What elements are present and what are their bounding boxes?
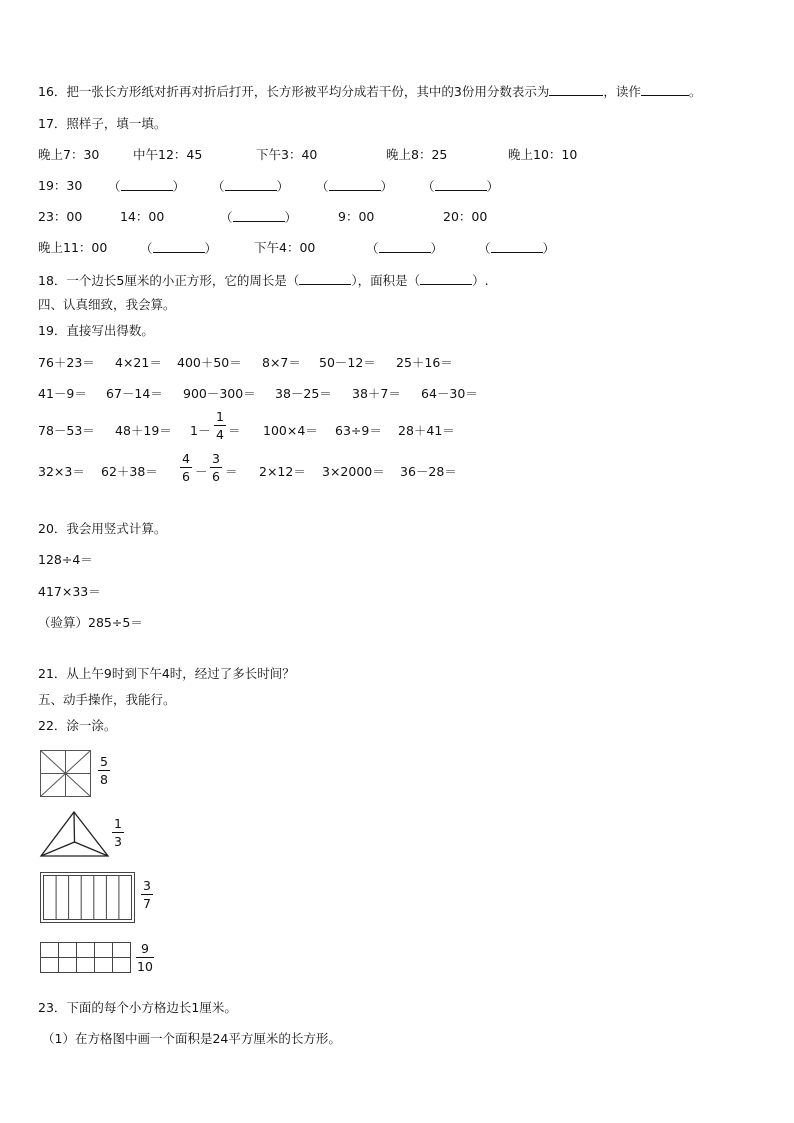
math-item: ＝: [228, 423, 241, 438]
math-item: 3×2000＝: [322, 464, 385, 479]
math-item: 25＋16＝: [396, 355, 453, 370]
math-item: 28＋41＝: [398, 423, 455, 438]
q20-line: （验算）285÷5＝: [38, 615, 143, 630]
q17-time: 晚上10：10: [508, 147, 578, 162]
q16-blank-read[interactable]: [641, 95, 689, 96]
q17-time: 9：00: [338, 209, 375, 224]
fraction-denominator: 7: [143, 896, 151, 911]
math-item: 62＋38＝: [101, 464, 158, 479]
q17-time: 23：00: [38, 209, 83, 224]
fraction: [112, 816, 124, 849]
math-item: 2×12＝: [259, 464, 306, 479]
fraction-bar: [210, 467, 222, 468]
q17-answer-blank[interactable]: （ ）: [212, 179, 290, 194]
q17-time: 晚上11：00: [38, 240, 108, 255]
q17-answer-blank[interactable]: （ ）: [316, 179, 394, 194]
q19-title: 19．直接写出得数。: [38, 323, 154, 338]
math-item: 8×7＝: [262, 355, 301, 370]
q16-blank-fraction[interactable]: [549, 95, 603, 96]
fraction-numerator: 3: [212, 451, 220, 466]
math-item: 78－53＝: [38, 423, 95, 438]
fraction-numerator: 1: [114, 816, 122, 831]
question-16: [38, 84, 701, 100]
q18-mid: ），面积是（: [351, 273, 421, 288]
q18-blank-area[interactable]: [420, 272, 472, 285]
q18-text: 18．一个边长5厘米的小正方形，它的周长是（: [38, 273, 300, 288]
fraction-denominator: 10: [137, 959, 153, 974]
q17-answer-blank[interactable]: （ ）: [140, 241, 218, 256]
math-item: ＝: [225, 464, 238, 479]
fraction-bar: [141, 894, 153, 895]
fraction-bar: [180, 467, 192, 468]
math-item: －: [195, 464, 208, 479]
math-item: 38＋7＝: [352, 386, 401, 401]
q22-title: 22．涂一涂。: [38, 718, 117, 733]
fraction: [98, 754, 110, 787]
q16-end: 。: [688, 84, 702, 99]
q20-line: 417×33＝: [38, 584, 101, 599]
math-item: 67－14＝: [106, 386, 163, 401]
section-four-heading: 四、认真细致，我会算。: [38, 297, 176, 312]
q17-time: 19：30: [38, 178, 83, 193]
math-item: 41－9＝: [38, 386, 87, 401]
fraction-numerator: 9: [141, 941, 149, 956]
triangle-shape[interactable]: [40, 811, 110, 859]
fraction-bar: [112, 832, 124, 833]
q17-answer-blank[interactable]: （ ）: [108, 179, 186, 194]
math-item: 64－30＝: [421, 386, 478, 401]
q17-time: 晚上7：30: [38, 147, 100, 162]
fraction-denominator: 4: [216, 427, 224, 442]
fraction: [210, 451, 222, 484]
question-18: [38, 272, 489, 289]
q20-title: 20．我会用竖式计算。: [38, 521, 167, 536]
fraction: [180, 451, 192, 484]
q17-answer-blank[interactable]: （ ）: [422, 179, 500, 194]
q17-answer-blank[interactable]: （ ）: [478, 241, 556, 256]
q17-answer-blank[interactable]: （ ）: [366, 241, 444, 256]
q20-line: 128÷4＝: [38, 552, 93, 567]
fraction-bar: [98, 770, 110, 771]
q16-mid: ，读作: [603, 84, 641, 99]
math-item: 36－28＝: [400, 464, 457, 479]
q17-time: 中午12：45: [133, 147, 203, 162]
q17-time: 14：00: [120, 209, 165, 224]
q17-time: 下午3：40: [256, 147, 318, 162]
math-item: 38－25＝: [275, 386, 332, 401]
fraction-numerator: 4: [182, 451, 190, 466]
math-item: 100×4＝: [263, 423, 318, 438]
fraction-denominator: 8: [100, 772, 108, 787]
fraction-bar: [214, 425, 226, 426]
fraction: [214, 409, 226, 442]
fraction-denominator: 6: [212, 469, 220, 484]
q18-blank-perimeter[interactable]: [299, 272, 351, 285]
math-item: 900－300＝: [183, 386, 256, 401]
q23-title: 23．下面的每个小方格边长1厘米。: [38, 1000, 237, 1015]
seven-column-rectangle-shape[interactable]: [40, 872, 136, 924]
fraction-numerator: 5: [100, 754, 108, 769]
q18-end: ）.: [472, 273, 489, 288]
q17-time: 20：00: [443, 209, 488, 224]
fraction: [136, 941, 154, 974]
math-item: 76＋23＝: [38, 355, 95, 370]
octant-square-shape[interactable]: [40, 750, 92, 798]
q17-time: 下午4：00: [254, 240, 316, 255]
q17-title: 17．照样子，填一填。: [38, 116, 167, 131]
math-item: 400＋50＝: [177, 355, 242, 370]
q17-time: 晚上8：25: [386, 147, 448, 162]
q21-text: 21．从上午9时到下午4时，经过了多长时间？: [38, 666, 295, 681]
q17-answer-blank[interactable]: （ ）: [220, 210, 298, 225]
math-item: 48＋19＝: [115, 423, 172, 438]
ten-cell-grid-shape[interactable]: [40, 942, 132, 974]
math-item: 1－: [190, 423, 211, 438]
math-item: 63÷9＝: [335, 423, 382, 438]
math-item: 32×3＝: [38, 464, 85, 479]
fraction-denominator: 6: [182, 469, 190, 484]
fraction: [141, 878, 153, 911]
fraction-numerator: 1: [216, 409, 224, 424]
fraction-numerator: 3: [143, 878, 151, 893]
fraction-denominator: 3: [114, 834, 122, 849]
math-item: 4×21＝: [115, 355, 162, 370]
section-five-heading: 五、动手操作，我能行。: [38, 692, 176, 707]
fraction-bar: [136, 957, 154, 958]
math-item: 50－12＝: [319, 355, 376, 370]
q16-text: 16．把一张长方形纸对折再对折后打开，长方形被平均分成若干份，其中的3份用分数表示为: [38, 84, 550, 99]
q23-subquestion-1: （1）在方格图中画一个面积是24平方厘米的长方形。: [42, 1031, 341, 1046]
